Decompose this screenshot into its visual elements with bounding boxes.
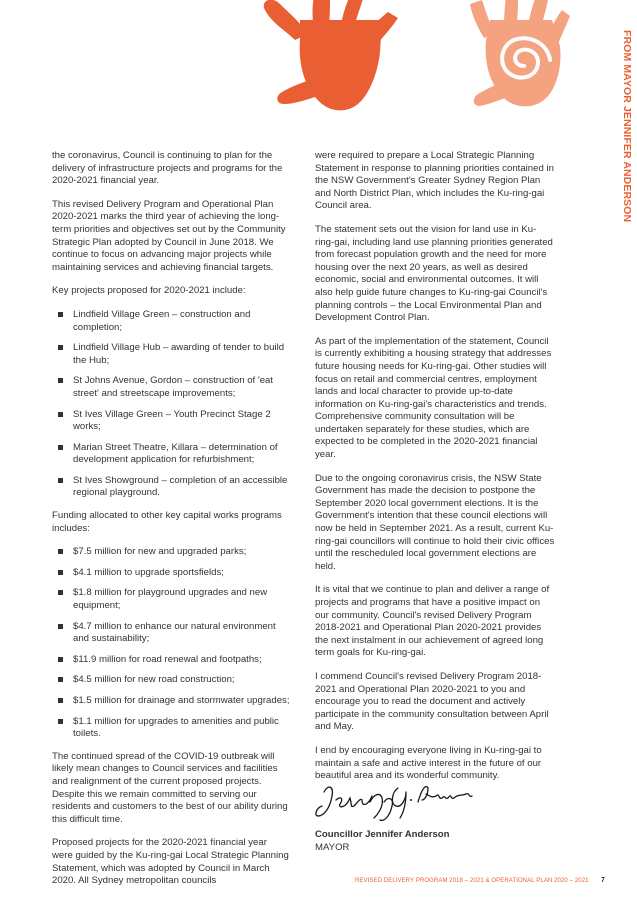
list-item: $1.1 million for upgrades to amenities and public toilets. [52, 716, 290, 741]
bullet-icon [58, 445, 63, 450]
bullet-icon [58, 570, 63, 575]
list-item: Lindfield Village Hub – awarding of tender to build the Hub; [52, 342, 290, 367]
funding-list [52, 546, 290, 741]
list-item: $4.1 million to upgrade sportsfields; [52, 567, 290, 580]
bullet-icon [58, 549, 63, 554]
paragraph: The continued spread of the COVID-19 outbreak will likely mean changes to Council services and facilities and realignment of the current proposed projects. Despite this we remain committed to serving our residents and customers to the best of our ability during this difficult time. [52, 750, 288, 825]
list-item: Marian Street Theatre, Killara – determination of development application for refurbishment; [52, 442, 290, 467]
list-item: $1.8 million for playground upgrades and new equipment; [52, 587, 290, 612]
bullet-icon [58, 345, 63, 350]
paragraph: Proposed projects for the 2020-2021 financial year were guided by the Ku-ring-gai Local Strategic Planning Statement, which was adopted by Council in March 2020. All Sydney metropolitan councils [52, 837, 289, 887]
list-item: $11.9 million for road renewal and footpaths; [52, 654, 290, 667]
bullet-icon [58, 698, 63, 703]
key-projects-list [52, 309, 290, 500]
list-item: $4.7 million to enhance our natural environment and sustainability; [52, 621, 290, 646]
paragraph: Key projects proposed for 2020-2021 include: [52, 285, 246, 297]
paragraph: Funding allocated to other key capital works programs includes: [52, 510, 282, 534]
bullet-icon [58, 478, 63, 483]
list-item: Lindfield Village Green – construction and completion; [52, 309, 290, 334]
paragraph: It is vital that we continue to plan and deliver a range of projects and programs that have a positive impact on our community. Council's revised Delivery Program 2018-2021 and Operational Plan 2020-2021 provides the next instalment in our achievement of agreed long term goals for Ku-ring-gai. [315, 584, 550, 659]
signer-role: MAYOR [315, 842, 350, 853]
paragraph: As part of the implementation of the statement, Council is currently exhibiting a housing strategy that addresses future housing needs for Ku-ring-gai. Other studies will focus on retail and commercial centres, employment lands and local character to provide up-to-date information on Ku-ring-gai's characteristics and trends. Comprehensive community consultation will be undertaken separately for these studies, which are expected to be completed in the 2020-2021 financial year. [315, 335, 552, 461]
left-column [52, 150, 290, 899]
signer-name: Councillor Jennifer Anderson [315, 829, 450, 840]
right-column [315, 150, 555, 794]
orange-hand-icon [264, 0, 398, 110]
list-item: St Ives Village Green – Youth Precinct Stage 2 works; [52, 409, 290, 434]
hands-artwork [0, 0, 637, 130]
bullet-icon [58, 412, 63, 417]
footer-text: REVISED DELIVERY PROGRAM 2018 – 2021 & OPERATIONAL PLAN 2020 – 2021 [355, 878, 589, 884]
list-item: St Ives Showground – completion of an accessible regional playground. [52, 475, 290, 500]
bullet-icon [58, 624, 63, 629]
list-item: St Johns Avenue, Gordon – construction of 'eat street' and streetscape improvements; [52, 375, 290, 400]
paragraph: I end by encouraging everyone living in Ku-ring-gai to maintain a safe and active interest in the future of our beautiful area and its wonderful community. [315, 744, 542, 782]
bullet-icon [58, 312, 63, 317]
signature-image [314, 778, 474, 824]
paragraph: Due to the ongoing coronavirus crisis, the NSW State Government has made the decision to postpone the September 2020 local government elections. It is the Government's intention that these council elections will now be held in September 2021. As a result, current Ku-ring-gai councillors will continue to hold their civic offices until the rescheduled local government elections are held. [315, 472, 555, 572]
light-hand-icon [470, 0, 570, 106]
paragraph: I commend Council's revised Delivery Program 2018-2021 and Operational Plan 2020-2021 to you and encourage you to read the document and actively participate in the community consultation between April and May. [315, 670, 549, 733]
bullet-icon [58, 677, 63, 682]
list-item: $7.5 million for new and upgraded parks; [52, 546, 290, 559]
paragraph: were required to prepare a Local Strategic Planning Statement in response to planning priorities contained in the NSW Government's Greater Sydney Region Plan and North District Plan, which includes the Ku-ring-gai Council area. [315, 150, 554, 212]
page-number: 7 [601, 877, 605, 884]
bullet-icon [58, 378, 63, 383]
bullet-icon [58, 719, 63, 724]
paragraph: This revised Delivery Program and Operational Plan 2020-2021 marks the third year of achieving the long-term priorities and objectives set out by the Community Strategic Plan adopted by Council in June 2018. We continue to focus on advancing major projects while maintaining services and achieving financial targets. [52, 198, 286, 273]
paragraph: The statement sets out the vision for land use in Ku-ring-gai, including land use planning priorities generated from forecast population growth and the need for more housing over the next 20 years, as well as desired economic, social and environmental outcomes. It will also help guide future changes to Ku-ring-gai Council's planning controls – the Local Environmental Plan and Development Control Plan. [315, 223, 553, 324]
bullet-icon [58, 590, 63, 595]
bullet-icon [58, 657, 63, 662]
list-item: $4.5 million for new road construction; [52, 674, 290, 687]
paragraph: the coronavirus, Council is continuing to plan for the delivery of infrastructure projects and programs for the 2020-2021 financial year. [52, 150, 283, 187]
side-title: FROM MAYOR JENNIFER ANDERSON [621, 30, 633, 223]
list-item: $1.5 million for drainage and stormwater upgrades; [52, 695, 290, 708]
